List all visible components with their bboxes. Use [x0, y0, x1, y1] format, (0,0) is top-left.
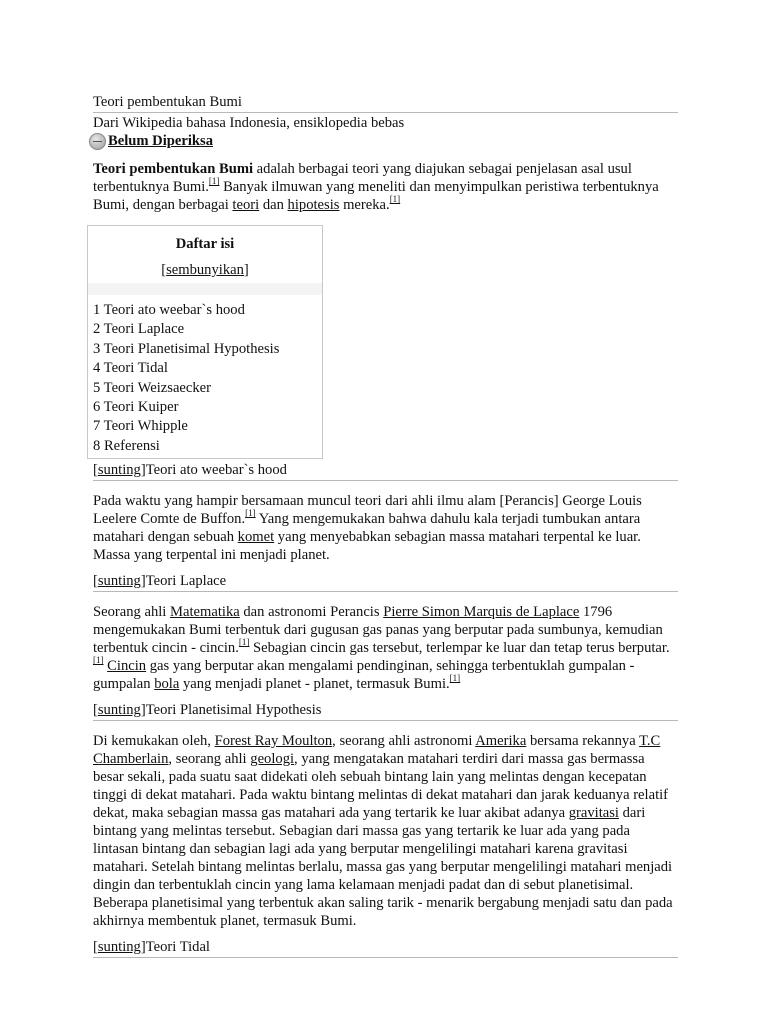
- link-amerika[interactable]: Amerika: [475, 733, 527, 749]
- toc-list: [88, 301, 322, 456]
- section-paragraph: Seorang ahli Matematika dan astronomi Perancis Pierre Simon Marquis de Laplace 1796 mengemukakan Bumi terbentuk dari gugusan gas panas yang berputar pada sumbunya, kemudian terbentuk cincin - cincin.[1] Sebagian cincin gas tersebut, terlempar ke luar dan tetap terus berputar.[1] Cincin gas yang berputar akan mengalami pendinginan, sehingga terbentuklah gumpalan - gumpalan bola yang menjadi planet - planet, termasuk Bumi.[1]: [93, 604, 670, 692]
- review-status-link[interactable]: Belum Diperiksa: [108, 133, 213, 149]
- toc-item[interactable]: 5 Teori Weizsaecker: [93, 379, 212, 396]
- reference-link[interactable]: [1]: [245, 508, 256, 518]
- link-gravitasi[interactable]: gravitasi: [568, 805, 619, 821]
- page-subtitle: Dari Wikipedia bahasa Indonesia, ensiklopedia bebas: [93, 115, 405, 131]
- toc-item[interactable]: 8 Referensi: [93, 437, 160, 454]
- link-bola[interactable]: bola: [154, 676, 180, 692]
- link-cincin[interactable]: Cincin: [107, 658, 147, 674]
- review-status: [89, 132, 678, 150]
- section-heading: [sunting]Teori Planetisimal Hypothesis: [93, 701, 678, 721]
- link-moulton[interactable]: Forest Ray Moulton: [214, 733, 333, 749]
- reference-link[interactable]: [1]: [389, 194, 401, 204]
- reference-link[interactable]: [1]: [449, 673, 461, 683]
- edit-link[interactable]: sunting: [97, 573, 141, 589]
- link-hipotesis[interactable]: hipotesis: [287, 197, 340, 213]
- page-title: Teori pembentukan Bumi: [93, 93, 678, 113]
- edit-link[interactable]: sunting: [97, 462, 141, 478]
- reference-link[interactable]: [1]: [208, 176, 220, 186]
- toc-item[interactable]: 1 Teori ato weebar`s hood: [93, 302, 245, 318]
- status-circle-icon: [89, 133, 106, 150]
- toc-item[interactable]: 6 Teori Kuiper: [93, 399, 179, 416]
- section-heading: [sunting]Teori ato weebar`s hood: [93, 461, 678, 481]
- section-heading: [sunting]Teori Tidal: [93, 938, 678, 958]
- edit-link[interactable]: sunting: [97, 702, 141, 718]
- link-teori[interactable]: teori: [232, 197, 260, 213]
- intro-paragraph: Teori pembentukan Bumi adalah berbagai teori yang diajukan sebagai penjelasan asal usul terbentuknya Bumi.[1] Banyak ilmuwan yang meneliti dan menyimpulkan peristiwa terbentuknya Bumi, dengan berbagai teori dan hipotesis mereka.[1]: [93, 161, 659, 213]
- intro-bold-term: Teori pembentukan Bumi: [93, 161, 254, 177]
- toc-item[interactable]: 2 Teori Laplace: [93, 321, 185, 338]
- link-matematika[interactable]: Matematika: [170, 604, 240, 620]
- section-paragraph: Di kemukakan oleh, Forest Ray Moulton, seorang ahli astronomi Amerika bersama rekannya T.C Chamberlain, seorang ahli geologi, yang mengatakan matahari terdiri dari massa gas bermassa besar sekali, pada suatu saat didekati oleh sebuah bintang lain yang melintas dengan kecepatan tinggi di dekat matahari. Pada waktu bintang melintas di dekat matahari dan jarak keduanya relatif dekat, maka sebagian massa gas matahari ada yang tertarik ke luar akibat adanya gravitasi dari bintang yang melintas tersebut. Sebagian dari massa gas yang tertarik ke luar ada yang pada lintasan bintang dan sebagian lagi ada yang berputar mengelilingi matahari karena gravitasi matahari. Setelah bintang melintas berlalu, massa gas yang berputar mengelilingi matahari menjadi dingin dan terbentuklah cincin yang lama kelamaan menjadi padat dan di sebut planetisimal. Beberapa planetisimal yang terbentuk akan saling tarik - menarik bergabung menjadi satu dan pada akhirnya membentuk planet, termasuk Bumi.: [93, 733, 673, 929]
- section-heading: [sunting]Teori Laplace: [93, 572, 678, 592]
- link-laplace[interactable]: Pierre Simon Marquis de Laplace: [383, 604, 580, 620]
- link-geologi[interactable]: geologi: [250, 751, 295, 767]
- reference-link[interactable]: [1]: [238, 637, 250, 647]
- toc-item[interactable]: 7 Teori Whipple: [93, 418, 188, 435]
- article-content: [93, 93, 678, 958]
- reference-link[interactable]: [1]: [93, 655, 104, 665]
- toc-item[interactable]: 3 Teori Planetisimal Hypothesis: [93, 340, 280, 357]
- toc-hide-link[interactable]: sembunyikan: [166, 262, 244, 278]
- link-komet[interactable]: komet: [237, 529, 275, 545]
- toc-toggle: [sembunyikan]: [161, 262, 249, 278]
- edit-link[interactable]: sunting: [97, 939, 141, 955]
- table-of-contents: [87, 225, 323, 459]
- toc-item[interactable]: 4 Teori Tidal: [93, 360, 168, 377]
- toc-title: Daftar isi: [175, 236, 235, 252]
- toc-divider: [88, 283, 322, 295]
- section-paragraph: Pada waktu yang hampir bersamaan muncul teori dari ahli ilmu alam [Perancis] George Louis Leelere Comte de Buffon.[1] Yang mengemukakan bahwa dahulu kala terjadi tumbukan antara matahari dengan sebuah komet yang menyebabkan sebagian massa matahari terpental ke luar. Massa yang terpental ini menjadi planet.: [93, 493, 642, 563]
- link-chamberlain[interactable]: T.C Chamberlain: [93, 733, 661, 767]
